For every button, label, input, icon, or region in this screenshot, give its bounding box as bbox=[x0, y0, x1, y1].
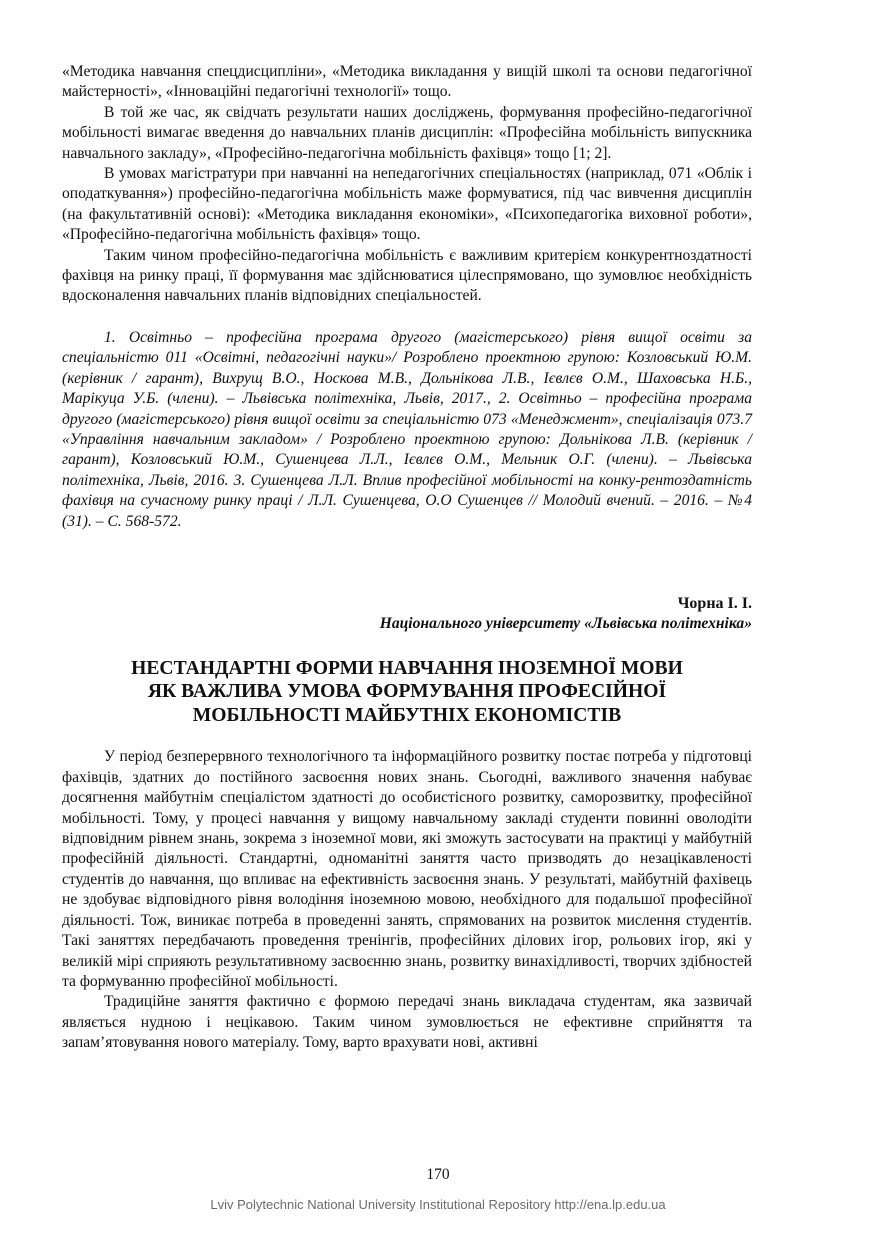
title-line: МОБІЛЬНОСТІ МАЙБУТНІХ ЕКОНОМІСТІВ bbox=[192, 704, 622, 726]
page-number: 170 bbox=[426, 1166, 450, 1183]
title-line: ЯК ВАЖЛИВА УМОВА ФОРМУВАННЯ ПРОФЕСІЙНОЇ bbox=[147, 681, 667, 703]
paragraph: Традиційне заняття фактично є формою передачі знань викладача студентам, яка зазвичай являється нудною і нецікавою. Таким чином зумовлюється не ефективне сприйняття та запам’ятовування нового матеріалу. Тому, варто врахувати нові, активні bbox=[62, 993, 752, 1052]
article-body bbox=[62, 747, 752, 1053]
paragraph: У період безперервного технологічного та інформаційного розвитку постає потреба у підготовці фахівців, здатних до постійного засвоєння нових знань. Сьогодні, важливого значення набуває досягнення майбутнім спеціалістом здатності до особистісного розвитку, саморозвитку, професійної мобільності. Тому, у процесі навчання у вищому навчальному закладі студенти повинні оволодіти відповідним рівнем знань, зокрема з іноземної мови, які зможуть застосувати на практиці у майбутній професійній діяльності. Стандартні, одноманітні заняття часто призводять до незацікавленості студентів до навчання, що впливає на ефективність засвоєння знань. У результаті, майбутній фахівець не здобуває відповідного рівня володіння іноземною мовою, необхідного для подальшої професійної діяльності. Тож, виникає потреба в проведенні занять, спрямованих на розвиток мислення студентів. Такі заняттях передбачають проведення тренінгів, професійних ділових ігор, рольових ігор, які у великій мірі сприяють результативному засвоєнню знань, розвитку винахідливості, творчих здібностей та формуванню професійної мобільності. bbox=[62, 748, 752, 990]
references: 1. Освітньо – професійна програма другого (магістерського) рівня вищої освіти за спеціальністю 011 «Освітні, педагогічні науки»/ Розроблено проектною групою: Козловський Ю.М. (керівник / гарант), Вихрущ В.О., Носкова М.В., Дольнікова Л.В., Ієвлєв О.М., Шаховська Н.Б., Марікуца У.Б. (члени). – Львівська політехніка, Львів, 2017., 2. Освітньо – професійна програма другого (магістерського) рівня вищої освіти за спеціальністю 073 «Менеджмент», спеціалізація 073.7 «Управління навчальним закладом» / Розроблено проектною групою: Дольнікова Л.В. (керівник / гарант), Козловський Ю.М., Сушенцева Л.Л., Ієвлєв О.М., Мельник О.Г. (члени). – Львівська політехніка, Львів, 2016. 3. Сушенцева Л.Л. Вплив професійної мобільності на конку-рентоздатність фахівця на сучасному ринку праці / Л.Л. Сушенцева, О.О Сушенцев // Молодий вчений. – 2016. – №4 (31). – С. 568-572. bbox=[62, 328, 752, 530]
paragraph: «Методика навчання спецдисципліни», «Методика викладання у вищій школі та основи педагогічної майстерності», «Інноваційні педагогічні технології» тощо. bbox=[62, 63, 752, 101]
article-title bbox=[62, 657, 752, 728]
author-affiliation: Національного університету «Львівська політехніка» bbox=[379, 614, 752, 632]
repository-footer: Lviv Polytechnic National University Institutional Repository http://ena.lp.edu.ua bbox=[210, 1197, 666, 1212]
paragraph: В той же час, як свідчать результати наших досліджень, формування професійно-педагогічної мобільності вимагає введення до навчальних планів дисциплін: «Професійна мобільність випускника навчального закладу», «Професійно-педагогічна мобільність фахівця» тощо [1; 2]. bbox=[62, 103, 752, 162]
author-name: Чорна І. І. bbox=[677, 594, 752, 612]
author-block bbox=[62, 594, 752, 634]
paragraph: Таким чином професійно-педагогічна мобільність є важливим критерієм конкурентноздатності фахівця на ринку праці, її формування має здійснюватися цілеспрямовано, що зумовлює необхідність вдосконалення навчальних планів відповідних спеціальностей. bbox=[62, 246, 752, 305]
paragraph: В умовах магістратури при навчанні на непедагогічних спеціальностях (наприклад, 071 «Облік і оподаткування») професійно-педагогічна мобільність маже формуватися, під час вивчення дисциплін (на факультативній основі): «Методика викладання економіки», «Психопедагогіка виховної роботи», «Професійно-педагогічна мобільність фахівця» тощо. bbox=[62, 165, 752, 244]
page-content bbox=[62, 62, 752, 1054]
title-line: НЕСТАНДАРТНІ ФОРМИ НАВЧАННЯ ІНОЗЕМНОЇ МОВИ bbox=[131, 657, 683, 679]
